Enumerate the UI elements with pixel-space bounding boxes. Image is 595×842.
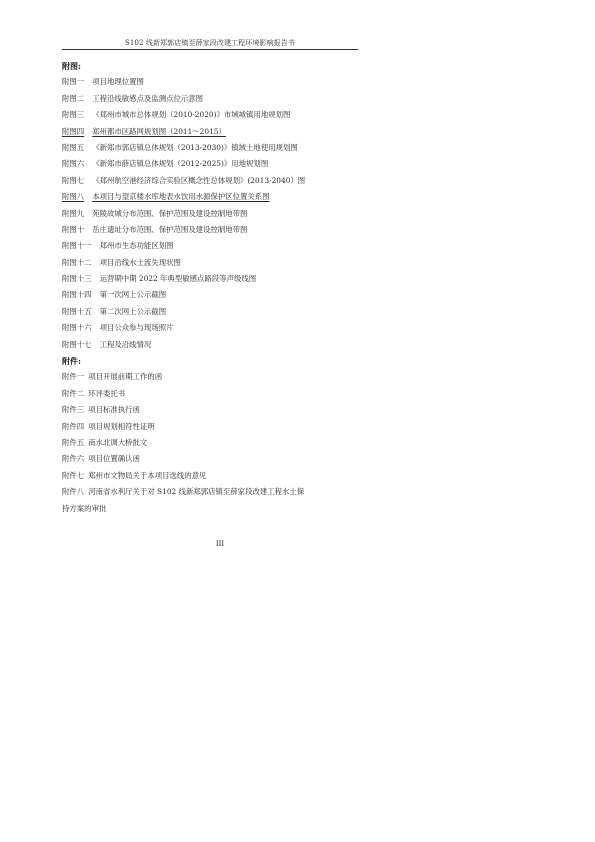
attachment-list-item-label: 附件四 — [62, 421, 85, 431]
figure-list-item-title: 项目地理位置图 — [92, 77, 144, 87]
figure-list-item-label: 附图十六 — [62, 323, 92, 333]
figure-list-item-title: 项目沿线水土流失现状图 — [99, 257, 181, 267]
appendix-list — [62, 58, 362, 517]
header-divider — [62, 49, 358, 50]
attachment-list-item — [62, 386, 362, 402]
attachment-list-item-title: 项目位置确认函 — [88, 454, 140, 464]
attachment-list-item-title: 项目标准执行函 — [88, 405, 140, 415]
attachment-list-item — [62, 402, 362, 418]
figures-list — [62, 74, 362, 353]
figure-list-item — [62, 222, 362, 238]
figure-list-item-label: 附图七 — [62, 175, 85, 185]
figure-list-item — [62, 124, 362, 140]
figure-list-item — [62, 206, 362, 222]
figure-list-item-label: 附图一 — [62, 77, 85, 87]
figure-list-item-title: 《新郑市薛店镇总体规划（2012-2025)》用地规划图 — [92, 159, 269, 169]
figure-list-item-label: 附图六 — [62, 159, 85, 169]
attachments-list — [62, 369, 362, 517]
attachment-list-item-title: 河南省水利厅关于对 S102 线新郑郭店镇至薛家段改建工程水土保持方案的审批 — [62, 487, 305, 513]
attachment-list-item-label: 附件八 — [62, 487, 85, 497]
figure-list-item — [62, 74, 362, 90]
figure-list-item-label: 附图八 — [62, 192, 85, 202]
attachment-list-item — [62, 419, 362, 435]
figure-list-item-label: 附图十二 — [62, 257, 92, 267]
figure-list-item-title: 《郑州航空港经济综合实验区概念性总体规划》(2013-2040）图 — [92, 175, 306, 185]
figure-list-item-title: 工程沿线敏感点及监测点位示意图 — [92, 93, 204, 103]
figure-list-item — [62, 271, 362, 287]
figure-list-item-label: 附图三 — [62, 110, 85, 120]
figure-list-item-title: 本项目与望京楼水库地表水饮用水源保护区位置关系图 — [92, 192, 270, 202]
figure-list-item-title: 项目公众参与现场照片 — [99, 323, 174, 333]
attachment-list-item-label: 附件一 — [62, 372, 85, 382]
attachment-list-item-title: 项目规划相符性证明 — [88, 421, 155, 431]
page-number: III — [215, 540, 225, 548]
attachment-list-item-title: 项目开展前期工作的函 — [88, 372, 163, 382]
figure-list-item-title: 运营期中期 2022 年典型敏感点路段等声级线图 — [99, 274, 257, 284]
figure-list-item — [62, 287, 362, 303]
figure-list-item-title: 《郑州市城市总体规划（2010-2020)》市域城镇用地规划图 — [92, 110, 291, 120]
figure-list-item-title: 郑州都市区路网规划图（2011～2015） — [92, 126, 226, 136]
figure-list-item-title: 《新郑市郭店镇总体规划（2013-2030)》镇域土地使用规划图 — [92, 142, 298, 152]
attachment-list-item — [62, 435, 362, 451]
figure-list-item-title: 郑州市生态功能区划图 — [99, 241, 174, 251]
attachment-list-item — [62, 369, 362, 385]
figures-heading: 附图: — [62, 61, 81, 71]
attachment-list-item-label: 附件七 — [62, 470, 85, 480]
figure-list-item — [62, 91, 362, 107]
attachment-list-item — [62, 451, 362, 467]
figure-list-item-title: 工程及沿线情况 — [99, 339, 152, 349]
figure-list-item-label: 附图十四 — [62, 290, 92, 300]
figure-list-item — [62, 304, 362, 320]
attachment-list-item-label: 附件六 — [62, 454, 85, 464]
figure-list-item — [62, 238, 362, 254]
figure-list-item — [62, 320, 362, 336]
attachment-list-item-label: 附件五 — [62, 437, 85, 447]
figure-list-item — [62, 140, 362, 156]
attachment-list-item-label: 附件二 — [62, 388, 85, 398]
attachment-list-item-label: 附件三 — [62, 405, 85, 415]
figure-list-item — [62, 189, 362, 205]
figure-list-item-label: 附图十一 — [62, 241, 92, 251]
figure-list-item — [62, 107, 362, 123]
figure-list-item — [62, 255, 362, 271]
figure-list-item-title: 第一次网上公示截图 — [99, 290, 167, 300]
figure-list-item-title: 岳庄遗址分布范围、保护范围及建设控制地带图 — [92, 224, 248, 234]
figure-list-item-label: 附图九 — [62, 208, 85, 218]
figure-list-item-label: 附图十五 — [62, 306, 92, 316]
figure-list-item-label: 附图十 — [62, 224, 85, 234]
figure-list-item — [62, 156, 362, 172]
figure-list-item-label: 附图十七 — [62, 339, 92, 349]
figure-list-item-label: 附图五 — [62, 142, 85, 152]
figure-list-item — [62, 337, 362, 353]
figure-list-item — [62, 173, 362, 189]
attachment-list-item-title: 环评委托书 — [88, 388, 126, 398]
attachment-list-item — [62, 468, 362, 484]
figure-list-item-label: 附图四 — [62, 126, 85, 136]
figure-list-item-title: 第二次网上公示截图 — [99, 306, 167, 316]
attachment-list-item-title: 南水北调大桥批文 — [88, 437, 148, 447]
report-header: S102 线新郑郭店镇至薛家段改建工程环境影响报告书 — [125, 39, 295, 47]
attachment-list-item — [62, 484, 308, 517]
figure-list-item-label: 附图十三 — [62, 274, 92, 284]
figure-list-item-label: 附图二 — [62, 93, 85, 103]
attachments-heading: 附件: — [62, 356, 81, 367]
attachment-list-item-title: 郑州市文物局关于本项目选线的意见 — [88, 470, 207, 480]
figure-list-item-title: 苑陵故城分布范围、保护范围及建设控制地带图 — [92, 208, 248, 218]
